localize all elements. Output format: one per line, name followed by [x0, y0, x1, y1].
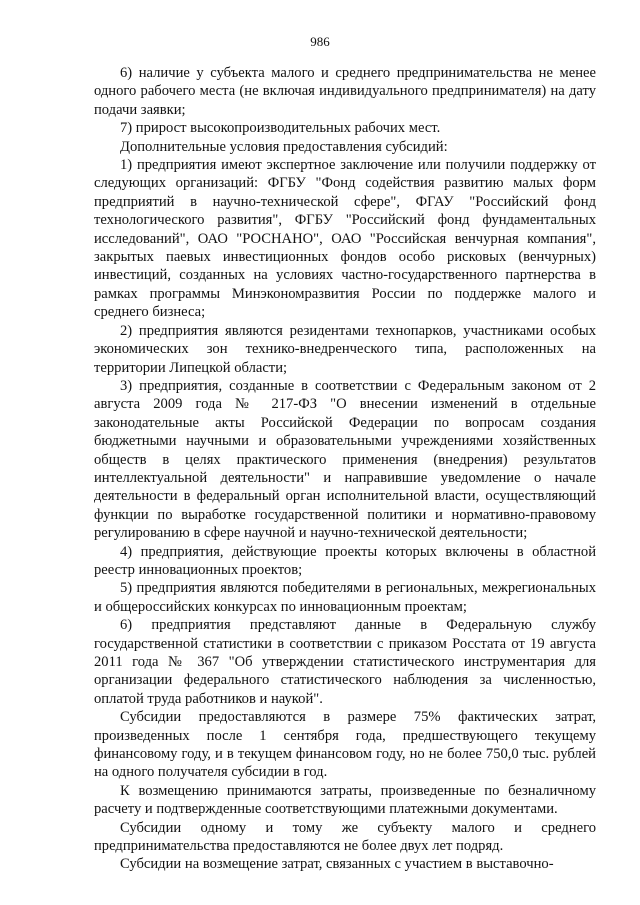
document-body — [94, 64, 596, 874]
paragraph-additional-6: 6) предприятия представляют данные в Федеральную службу государственной статистики в соответствии с приказом Росстата от 19 августа 2011 года № 367 "Об утверждении статистического инструментария для организации федерального статистического наблюдения за численностью, оплатой труда работников и наукой". — [94, 617, 596, 707]
paragraph-additional-1: 1) предприятия имеют экспертное заключение или получили поддержку от следующих организаций: ФГБУ "Фонд содействия развитию малых форм предприятий в научно-технической сфере", ФГАУ "Российский фонд технологического развития", ФГБУ "Российский фонд фундаментальных исследований", ОАО "РОСНАНО", ОАО "Российская венчурная компания", закрытых паевых инвестиционных фондов особо рисковых (венчурных) инвестиций, созданных на условиях частно-государственного партнерства в рамках программы Минэкономразвития России по поддержке малого и среднего бизнеса; — [94, 157, 596, 321]
paragraph-reimbursement: К возмещению принимаются затраты, произведенные по безналичному расчету и подтвержденные соответствующими платежными документами. — [94, 782, 596, 818]
paragraph-additional-3: 3) предприятия, созданные в соответствии с Федеральным законом от 2 августа 2009 года № 217-ФЗ "О внесении изменений в отдельные законодательные акты Российской Федерации по вопросам создания бюджетными научными и образовательными учреждениями хозяйственных обществ в целях практического применения (внедрения) результатов интеллектуальной деятельности" и направившие уведомление о начале деятельности в федеральный орган исполнительной власти, осуществляющий функции по выработке государственной политики и нормативно-правовому регулированию в сфере научной и научно-технической деятельности; — [94, 377, 596, 542]
paragraph-additional-5: 5) предприятия являются победителями в региональных, межрегиональных и общероссийских конкурсах по инновационным проектам; — [94, 580, 596, 615]
paragraph-additional-2: 2) предприятия являются резидентами технопарков, участниками особых экономических зон технико-внедренческого типа, расположенных на территории Липецкой области; — [94, 322, 596, 376]
paragraph-condition-6: 6) наличие у субъекта малого и среднего предпринимательства не менее одного рабочего места (не включая индивидуального предпринимателя) на дату подачи заявки; — [94, 65, 596, 118]
paragraph-subsidy-limit: Субсидии одному и тому же субъекту малого и среднего предпринимательства предоставляются не более двух лет подряд. — [94, 819, 596, 855]
page-number: 986 — [310, 34, 330, 49]
paragraph-exhibition-subsidy: Субсидии на возмещение затрат, связанных с участием в выставочно- — [120, 856, 554, 873]
paragraph-additional-conditions-heading: Дополнительные условия предоставления субсидий: — [120, 138, 448, 155]
paragraph-additional-4: 4) предприятия, действующие проекты которых включены в областной реестр инновационных проектов; — [94, 543, 596, 578]
paragraph-condition-7: 7) прирост высокопроизводительных рабочих мест. — [120, 120, 441, 137]
paragraph-subsidy-amount: Субсидии предоставляются в размере 75% фактических затрат, произведенных после 1 сентября года, предшествующего текущему финансовому году, и в текущем финансовом году, но не более 750,0 тыс. рублей на одного получателя субсидии в год. — [94, 709, 596, 781]
